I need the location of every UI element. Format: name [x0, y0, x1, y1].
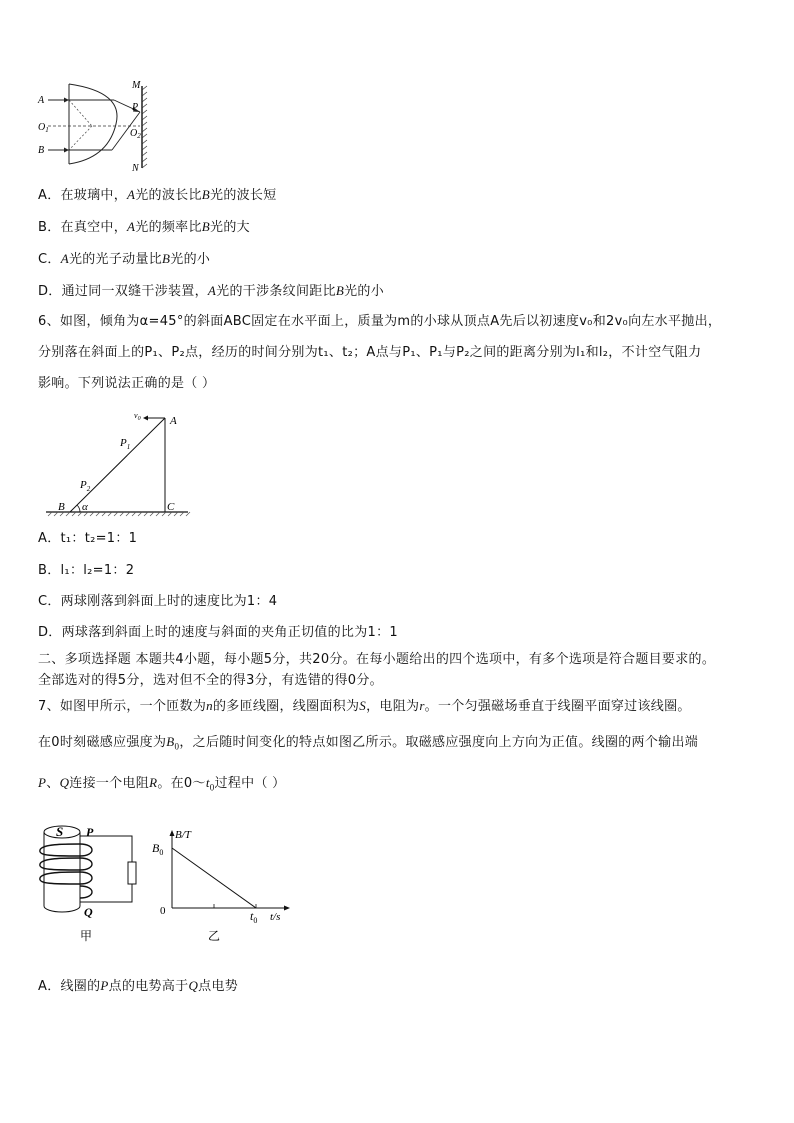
- label-P: P: [86, 825, 94, 839]
- q5-option-a: A．在玻璃中，A光的波长比B光的波长短: [38, 187, 277, 203]
- q5-option-c: C．A光的光子动量比B光的小: [38, 251, 211, 267]
- label-O1: $O_1$: [38, 122, 49, 134]
- label-alpha: α: [82, 501, 88, 513]
- caption-yi: 乙: [208, 929, 221, 943]
- t0-label: $t_0$: [250, 909, 258, 925]
- label-M: M: [132, 80, 141, 91]
- label-Q: Q: [84, 905, 93, 919]
- b0-label: $B_0$: [152, 841, 164, 857]
- q7-stem-line3: P、Q连接一个电阻R。在$0\sim t_0$过程中（ ）: [38, 775, 286, 793]
- label-O2: $O_2$: [130, 128, 141, 140]
- q6-option-c: C．两球刚落到斜面上时的速度比为1：4: [38, 594, 278, 609]
- prism-mirror-figure: [36, 78, 166, 173]
- origin-label: 0: [160, 905, 166, 917]
- q5-option-d: D．通过同一双缝干涉装置，A光的干涉条纹间距比B光的小: [38, 283, 385, 299]
- q6-option-a: A．t₁：t₂=1：1: [38, 531, 138, 546]
- coil-figure: [34, 822, 146, 947]
- label-C: C: [167, 501, 175, 513]
- label-A: A: [38, 95, 45, 106]
- label-S: S: [56, 824, 64, 839]
- q6-stem-line3: 影响。下列说法正确的是（ ）: [38, 376, 216, 391]
- x-axis-label: t/s: [270, 911, 281, 923]
- label-P2: $P_2$: [80, 479, 91, 493]
- incline-figure: [40, 406, 200, 521]
- bt-graph: [150, 826, 300, 946]
- q6-stem-line1: 6、如图，倾角为α=45°的斜面ABC固定在水平面上，质量为m的小球从顶点A先后以初速度v₀和2v₀向左水平抛出，: [38, 314, 722, 329]
- label-B: B: [38, 145, 45, 156]
- q6-option-b: B．l₁：l₂=1：2: [38, 563, 135, 578]
- q6-option-d: D．两球落到斜面上时的速度与斜面的夹角正切值的比为1：1: [38, 625, 398, 640]
- label-P: P: [132, 102, 139, 113]
- q7-option-a: A．线圈的P点的电势高于Q点电势: [38, 978, 239, 994]
- label-N: N: [132, 163, 139, 173]
- q5-option-b: B．在真空中，A光的频率比B光的大: [38, 219, 250, 235]
- q7-stem-line1: 7、如图甲所示，一个匝数为n的多匝线圈，线圈面积为S，电阻为r。一个匀强磁场垂直于线圈平面穿过该线圈。: [38, 698, 691, 714]
- y-axis-label: B/T: [175, 829, 191, 841]
- label-A: A: [170, 415, 177, 427]
- label-B: B: [58, 501, 65, 513]
- label-P1: $P_1$: [120, 437, 131, 451]
- caption-jia: 甲: [80, 929, 93, 943]
- section2-line2: 全部选对的得5分，选对但不全的得3分，有选错的得0分。: [38, 673, 383, 688]
- q7-stem-line2: 在0时刻磁感应强度为$B_0$，之后随时间变化的特点如图乙所示。取磁感应强度向上方向为正值。线圈的两个输出端: [38, 734, 699, 752]
- q6-stem-line2: 分别落在斜面上的P₁、P₂点，经历的时间分别为t₁、t₂；A点与P₁、P₁与P₂之间的距离分别为l₁和l₂，不计空气阻力: [38, 345, 702, 360]
- label-v0: $v_0$: [134, 411, 141, 422]
- section2-line1: 二、多项选择题 本题共4小题，每小题5分，共20分。在每小题给出的四个选项中，有多个选项是符合题目要求的。: [38, 652, 716, 667]
